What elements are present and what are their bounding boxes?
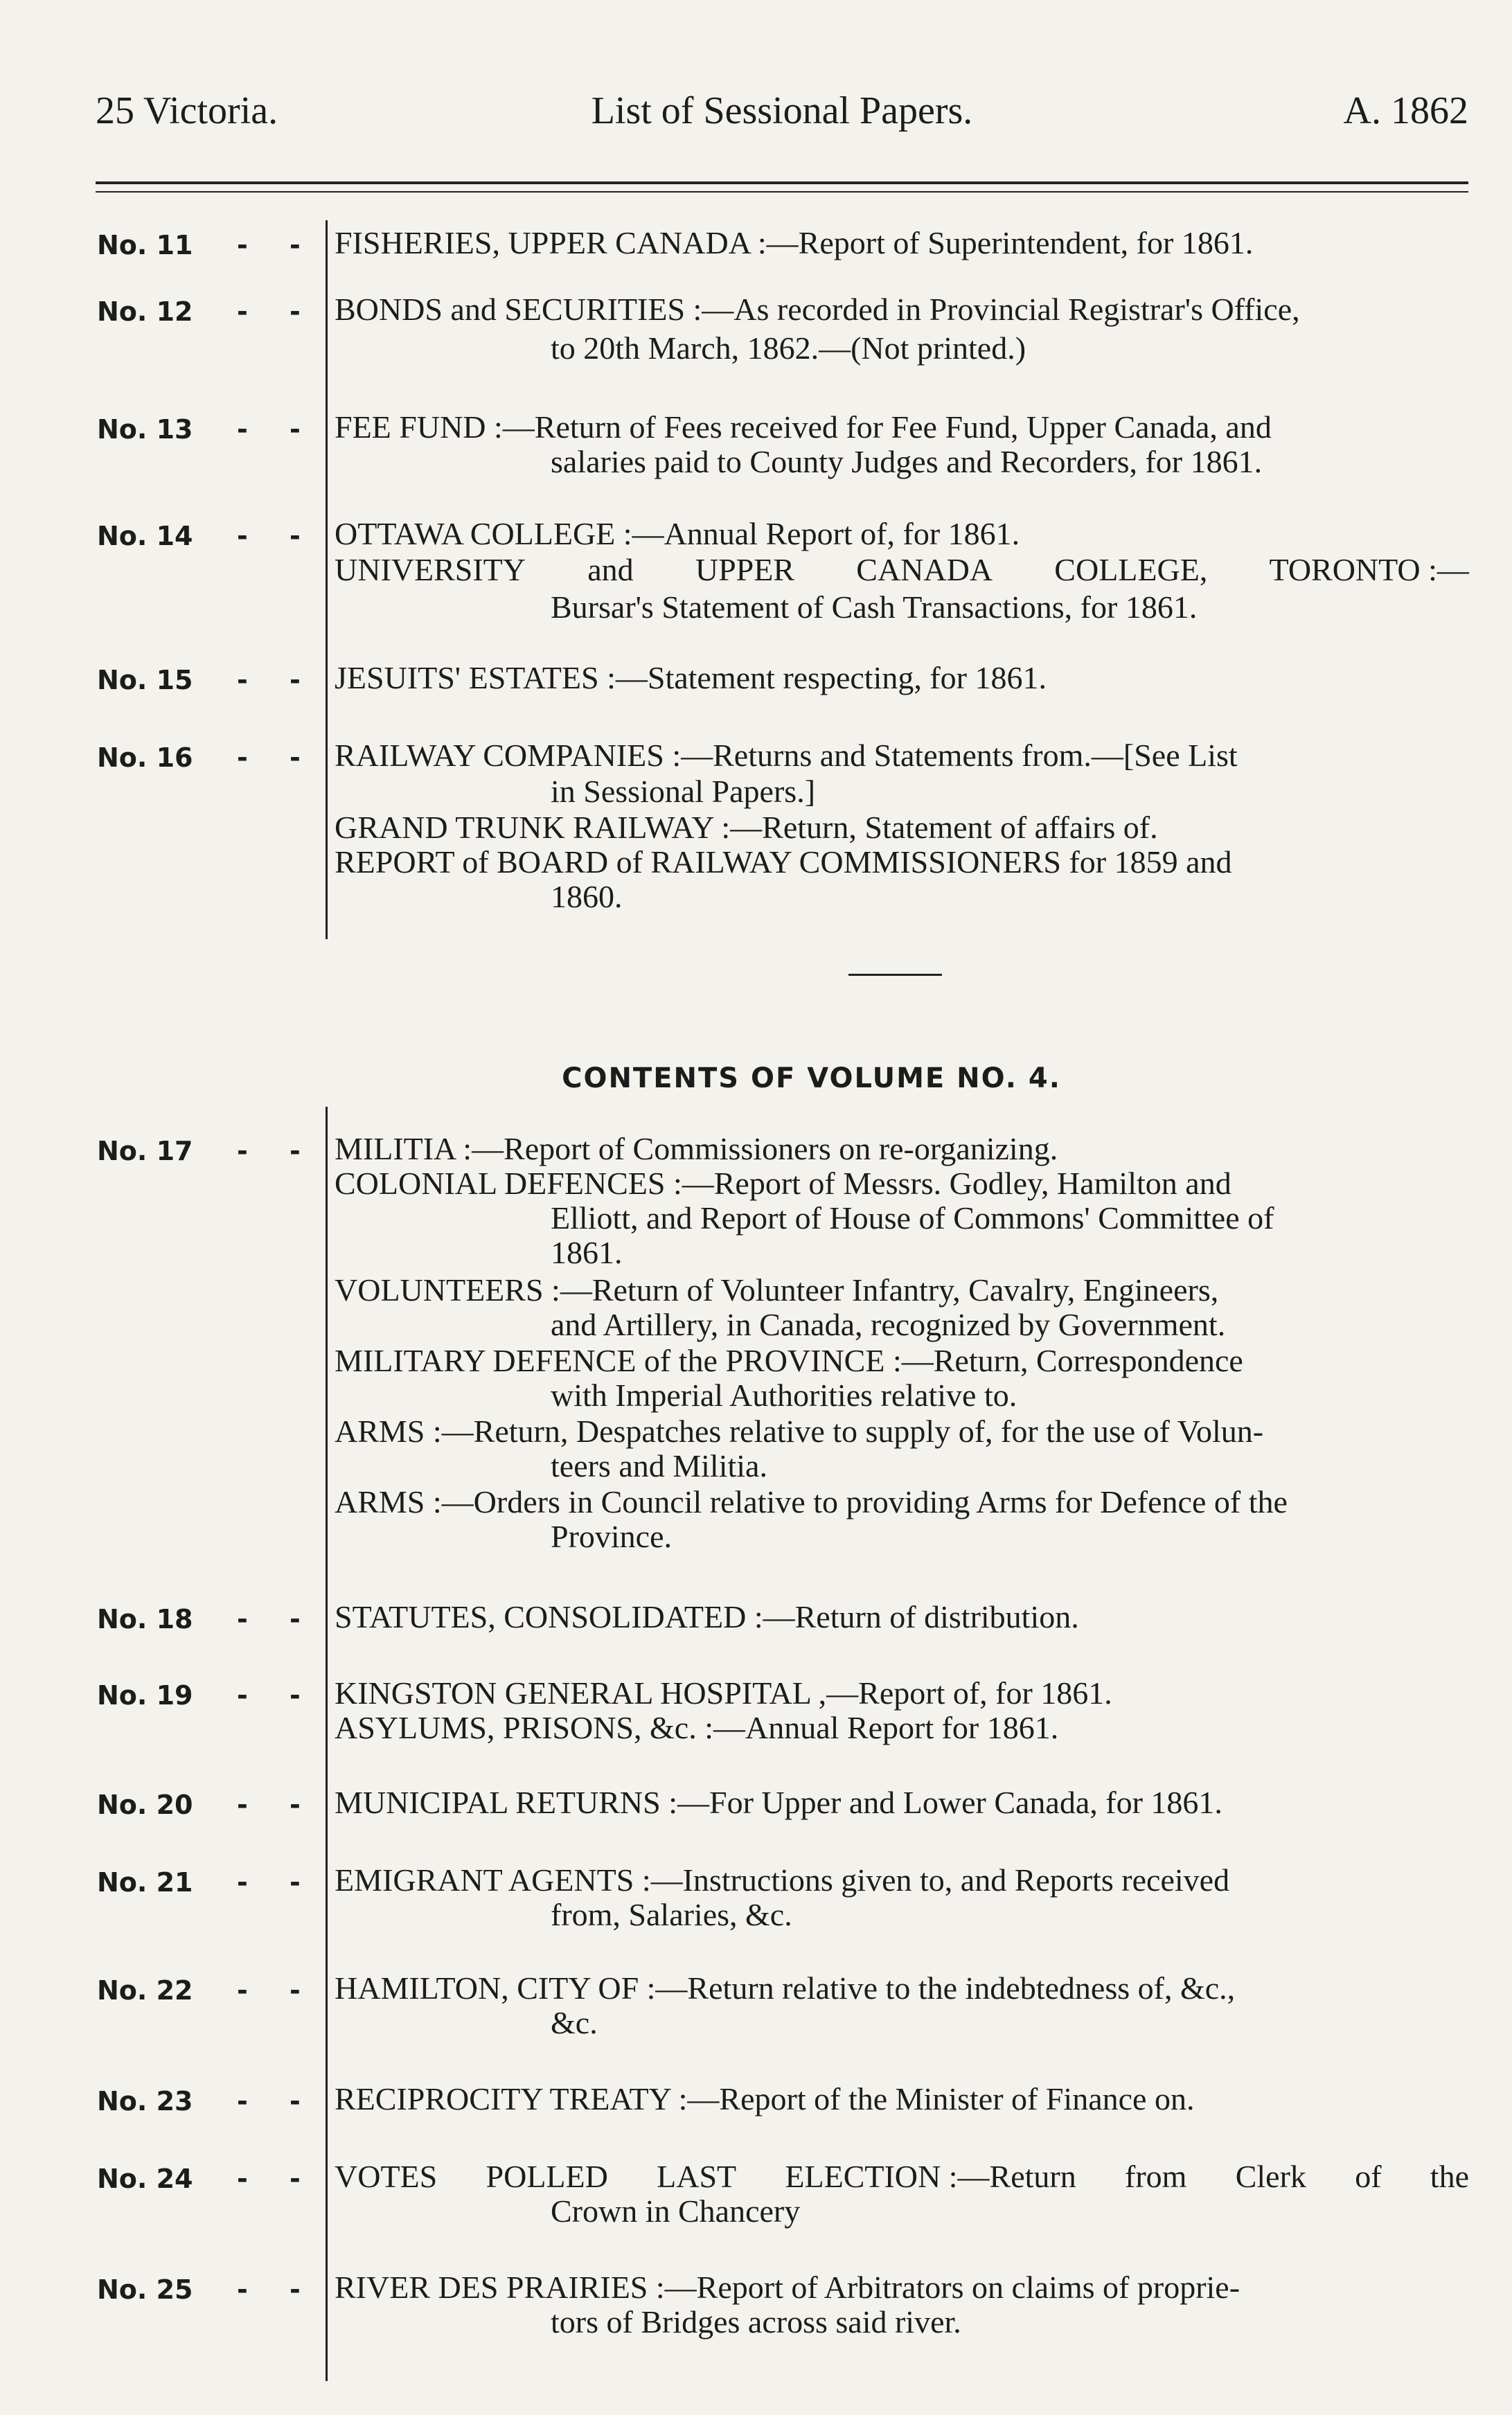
leader-dash: - <box>237 414 248 445</box>
section-title: CONTENTS OF VOLUME NO. 4. <box>562 1062 1061 1094</box>
leader-dash: - <box>290 1604 301 1634</box>
header-series: A. 1862 <box>1343 89 1468 132</box>
leader-dash: - <box>237 1867 248 1898</box>
line-word: of <box>1355 2159 1382 2194</box>
leader-dash: - <box>290 1790 301 1820</box>
leader-dash: - <box>237 1975 248 2006</box>
line-word: TORONTO :— <box>1269 552 1469 587</box>
leader-dash: - <box>237 2086 248 2117</box>
entry-number: No. 20 <box>97 1790 193 1820</box>
entry-number: No. 13 <box>97 414 193 445</box>
leader-dash: - <box>237 665 248 695</box>
entry-line-continued: teers and Militia. <box>551 1448 767 1483</box>
leader-dash: - <box>237 230 248 260</box>
entry-line-continued: Bursar's Statement of Cash Transactions, for 1861. <box>551 589 1198 625</box>
entry-line: HAMILTON, CITY OF :—Return relative to the indebtedness of, &c., <box>335 1970 1236 2006</box>
entry-line: FEE FUND :—Return of Fees received for Fee Fund, Upper Canada, and <box>335 409 1272 445</box>
leader-dash: - <box>290 1136 301 1166</box>
entry-number: No. 21 <box>97 1867 193 1898</box>
entry-line: RAILWAY COMPANIES :—Returns and Statements from.—[See List <box>335 738 1238 773</box>
leader-dash: - <box>290 296 301 327</box>
entry-line: EMIGRANT AGENTS :—Instructions given to, and Reports received <box>335 1862 1230 1898</box>
entry-number: No. 18 <box>97 1604 193 1634</box>
entry-number: No. 16 <box>97 742 193 773</box>
entry-line-continued: and Artillery, in Canada, recognized by Government. <box>551 1307 1226 1342</box>
entry-line: REPORT of BOARD of RAILWAY COMMISSIONERS for 1859 and <box>335 844 1232 880</box>
entry-line: FISHERIES, UPPER CANADA :—Report of Superintendent, for 1861. <box>335 225 1254 260</box>
leader-dash: - <box>290 2086 301 2117</box>
leader-dash: - <box>237 2274 248 2305</box>
entry-number: No. 12 <box>97 296 193 327</box>
header-rule-thin <box>96 191 1468 193</box>
entry-line: ASYLUMS, PRISONS, &c. :—Annual Report for 1861. <box>335 1710 1059 1745</box>
header-rule-thick <box>96 181 1468 184</box>
entry-number: No. 22 <box>97 1975 193 2006</box>
line-word: POLLED <box>486 2159 608 2194</box>
entry-line: RIVER DES PRAIRIES :—Report of Arbitrators on claims of proprie- <box>335 2270 1240 2305</box>
entry-line: ARMS :—Return, Despatches relative to supply of, for the use of Volun- <box>335 1414 1264 1449</box>
leader-dash: - <box>290 742 301 773</box>
entry-number: No. 17 <box>97 1136 193 1166</box>
line-word: UPPER <box>695 552 795 587</box>
leader-dash: - <box>290 1867 301 1898</box>
leader-dash: - <box>290 2164 301 2194</box>
line-word: VOTES <box>335 2159 438 2194</box>
entry-line <box>335 551 1469 588</box>
entry-line: MILITARY DEFENCE of the PROVINCE :—Return, Correspondence <box>335 1343 1243 1378</box>
entry-line: GRAND TRUNK RAILWAY :—Return, Statement of affairs of. <box>335 810 1158 845</box>
entry-line-continued: with Imperial Authorities relative to. <box>551 1378 1017 1413</box>
section-divider <box>848 974 942 976</box>
leader-dash: - <box>237 1680 248 1711</box>
leader-dash: - <box>237 2164 248 2194</box>
line-word: the <box>1430 2159 1469 2194</box>
entry-number: No. 15 <box>97 665 193 695</box>
entry-line: MUNICIPAL RETURNS :—For Upper and Lower Canada, for 1861. <box>335 1785 1222 1820</box>
entry-line-continued: 1861. <box>551 1235 623 1270</box>
entry-line: OTTAWA COLLEGE :—Annual Report of, for 1861. <box>335 516 1020 551</box>
entry-line <box>335 2158 1469 2195</box>
entry-line-continued: 1860. <box>551 879 623 914</box>
header-title: List of Sessional Papers. <box>591 89 973 132</box>
line-word: UNIVERSITY <box>335 552 526 587</box>
column-rule-upper <box>326 220 328 939</box>
leader-dash: - <box>237 296 248 327</box>
leader-dash: - <box>237 1790 248 1820</box>
entry-line-continued: from, Salaries, &c. <box>551 1897 792 1932</box>
page-header <box>96 89 1468 144</box>
column-rule-lower <box>326 1107 328 2381</box>
entry-line: MILITIA :—Report of Commissioners on re-organizing. <box>335 1131 1058 1166</box>
line-word: and <box>587 552 634 587</box>
entry-number: No. 14 <box>97 521 193 551</box>
leader-dash: - <box>237 742 248 773</box>
entry-line: VOLUNTEERS :—Return of Volunteer Infantry, Cavalry, Engineers, <box>335 1272 1219 1308</box>
entry-line: ARMS :—Orders in Council relative to providing Arms for Defence of the <box>335 1484 1288 1520</box>
entry-line: KINGSTON GENERAL HOSPITAL ,—Report of, for 1861. <box>335 1675 1112 1711</box>
leader-dash: - <box>290 1975 301 2006</box>
line-word: CANADA <box>856 552 993 587</box>
entry-line: RECIPROCITY TREATY :—Report of the Minister of Finance on. <box>335 2081 1195 2117</box>
entry-number: No. 19 <box>97 1680 193 1711</box>
entry-line-continued: in Sessional Papers.] <box>551 774 816 809</box>
entry-line: JESUITS' ESTATES :—Statement respecting, for 1861. <box>335 660 1047 695</box>
leader-dash: - <box>237 521 248 551</box>
entry-line: COLONIAL DEFENCES :—Report of Messrs. Godley, Hamilton and <box>335 1166 1231 1201</box>
leader-dash: - <box>290 665 301 695</box>
entry-line-continued: to 20th March, 1862.—(Not printed.) <box>551 330 1026 366</box>
entry-number: No. 24 <box>97 2164 193 2194</box>
leader-dash: - <box>290 2274 301 2305</box>
entry-line: BONDS and SECURITIES :—As recorded in Provincial Registrar's Office, <box>335 292 1300 327</box>
line-word: Clerk <box>1235 2159 1306 2194</box>
entry-number: No. 23 <box>97 2086 193 2117</box>
entry-line-continued: Province. <box>551 1519 673 1554</box>
entry-number: No. 11 <box>97 230 193 260</box>
entry-number: No. 25 <box>97 2274 193 2305</box>
leader-dash: - <box>290 1680 301 1711</box>
line-word: LAST <box>657 2159 737 2194</box>
entry-line-continued: &c. <box>551 2005 598 2040</box>
entry-line-continued: Crown in Chancery <box>551 2193 801 2229</box>
line-word: from <box>1125 2159 1187 2194</box>
leader-dash: - <box>237 1136 248 1166</box>
line-word: ELECTION :—Return <box>785 2159 1076 2194</box>
leader-dash: - <box>290 521 301 551</box>
leader-dash: - <box>290 230 301 260</box>
leader-dash: - <box>290 414 301 445</box>
leader-dash: - <box>237 1604 248 1634</box>
entry-line-continued: salaries paid to County Judges and Recorders, for 1861. <box>551 444 1263 479</box>
entry-line-continued: Elliott, and Report of House of Commons' Committee of <box>551 1200 1274 1236</box>
header-regnal-year: 25 Victoria. <box>96 89 278 132</box>
line-word: COLLEGE, <box>1054 552 1208 587</box>
entry-line: STATUTES, CONSOLIDATED :—Return of distribution. <box>335 1599 1079 1634</box>
entry-line-continued: tors of Bridges across said river. <box>551 2304 961 2340</box>
